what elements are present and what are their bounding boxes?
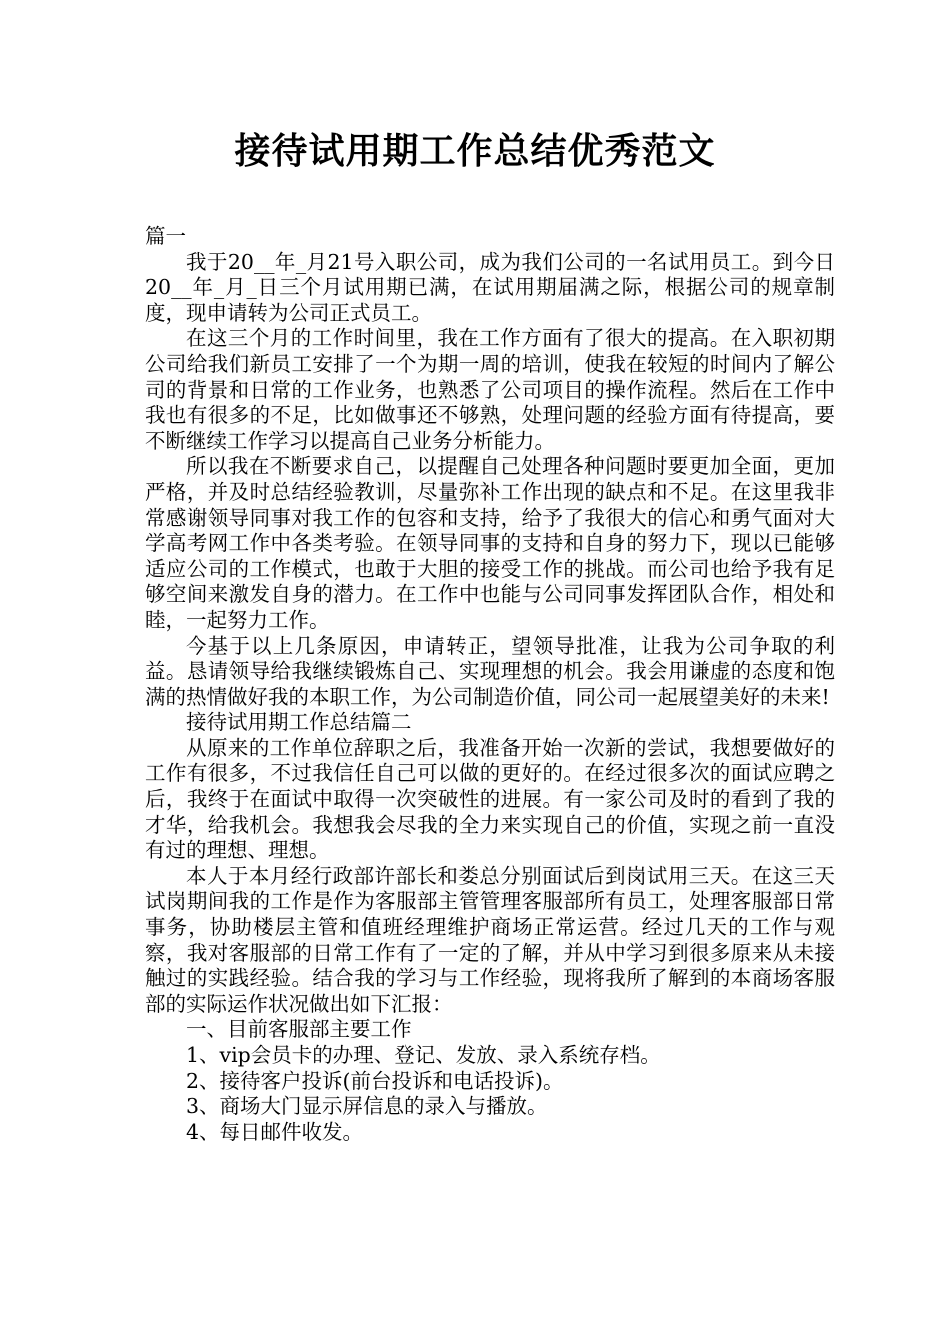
paragraph-intro: 我于20__年_月21号入职公司，成为我们公司的一名试用员工。到今日20__年_月_日三个月试用期已满，在试用期届满之际，根据公司的规章制度，现申请转为公司正式员工。 — [145, 249, 835, 325]
document-title: 接待试用期工作总结优秀范文 — [234, 131, 716, 172]
list-item-complaints: 2、接待客户投诉(前台投诉和电话投诉)。 — [186, 1068, 564, 1093]
list-item-vip-card: 1、vip会员卡的办理、登记、发放、录入系统存档。 — [186, 1043, 661, 1067]
document-body — [145, 224, 835, 1145]
section-label-part-one: 篇一 — [145, 224, 186, 248]
paragraph-application: 今基于以上几条原因，申请转正，望领导批准，让我为公司争取的利益。恳请领导给我继续锻炼自己、实现理想的机会。我会用谦虚的态度和饱满的热情做好我的本职工作，为公司制造价值，同公司一起展望美好的未来! — [145, 633, 835, 709]
list-item-mail: 4、每日邮件收发。 — [186, 1119, 364, 1144]
paragraph-new-attempt: 从原来的工作单位辞职之后，我准备开始一次新的尝试，我想要做好的工作有很多，不过我信任自己可以做的更好的。在经过很多次的面试应聘之后，我终于在面试中取得一次突破性的进展。有一家公司及时的看到了我的才华，给我机会。我想我会尽我的全力来实现自己的价值，实现之前一直没有过的理想、理想。 — [145, 735, 835, 863]
paragraph-self-requirement: 所以我在不断要求自己，以提醒自己处理各种问题时要更加全面，更加严格，并及时总结经验教训，尽量弥补工作出现的缺点和不足。在这里我非常感谢领导同事对我工作的包容和支持，给予了我很大的信心和勇气面对大学高考网工作中各类考验。在领导同事的支持和自身的努力下，现以已能够适应公司的工作模式，也敢于大胆的接受工作的挑战。而公司也给予我有足够空间来激发自身的潜力。在工作中也能与公司同事发挥团队合作，相处和睦，一起努力工作。 — [145, 454, 835, 632]
list-heading-main-work: 一、目前客服部主要工作 — [186, 1017, 412, 1042]
section-heading-part-two: 接待试用期工作总结篇二 — [186, 710, 412, 735]
paragraph-trial-report: 本人于本月经行政部许部长和娄总分别面试后到岗试用三天。在这三天试岗期间我的工作是作为客服部主管管理客服部所有员工，处理客服部日常事务，协助楼层主管和值班经理维护商场正常运营。经过几天的工作与观察，我对客服部的日常工作有了一定的了解，并从中学习到很多原来从未接触过的实践经验。结合我的学习与工作经验，现将我所了解到的本商场客服部的实际运作状况做出如下汇报： — [145, 863, 835, 1016]
paragraph-improvement: 在这三个月的工作时间里，我在工作方面有了很大的提高。在入职初期公司给我们新员工安排了一个为期一周的培训，使我在较短的时间内了解公司的背景和日常的工作业务，也熟悉了公司项目的操作流程。然后在工作中我也有很多的不足，比如做事还不够熟，处理问题的经验方面有待提高，要不断继续工作学习以提高自己业务分析能力。 — [145, 326, 835, 453]
list-item-display-screen: 3、商场大门显示屏信息的录入与播放。 — [186, 1094, 548, 1119]
